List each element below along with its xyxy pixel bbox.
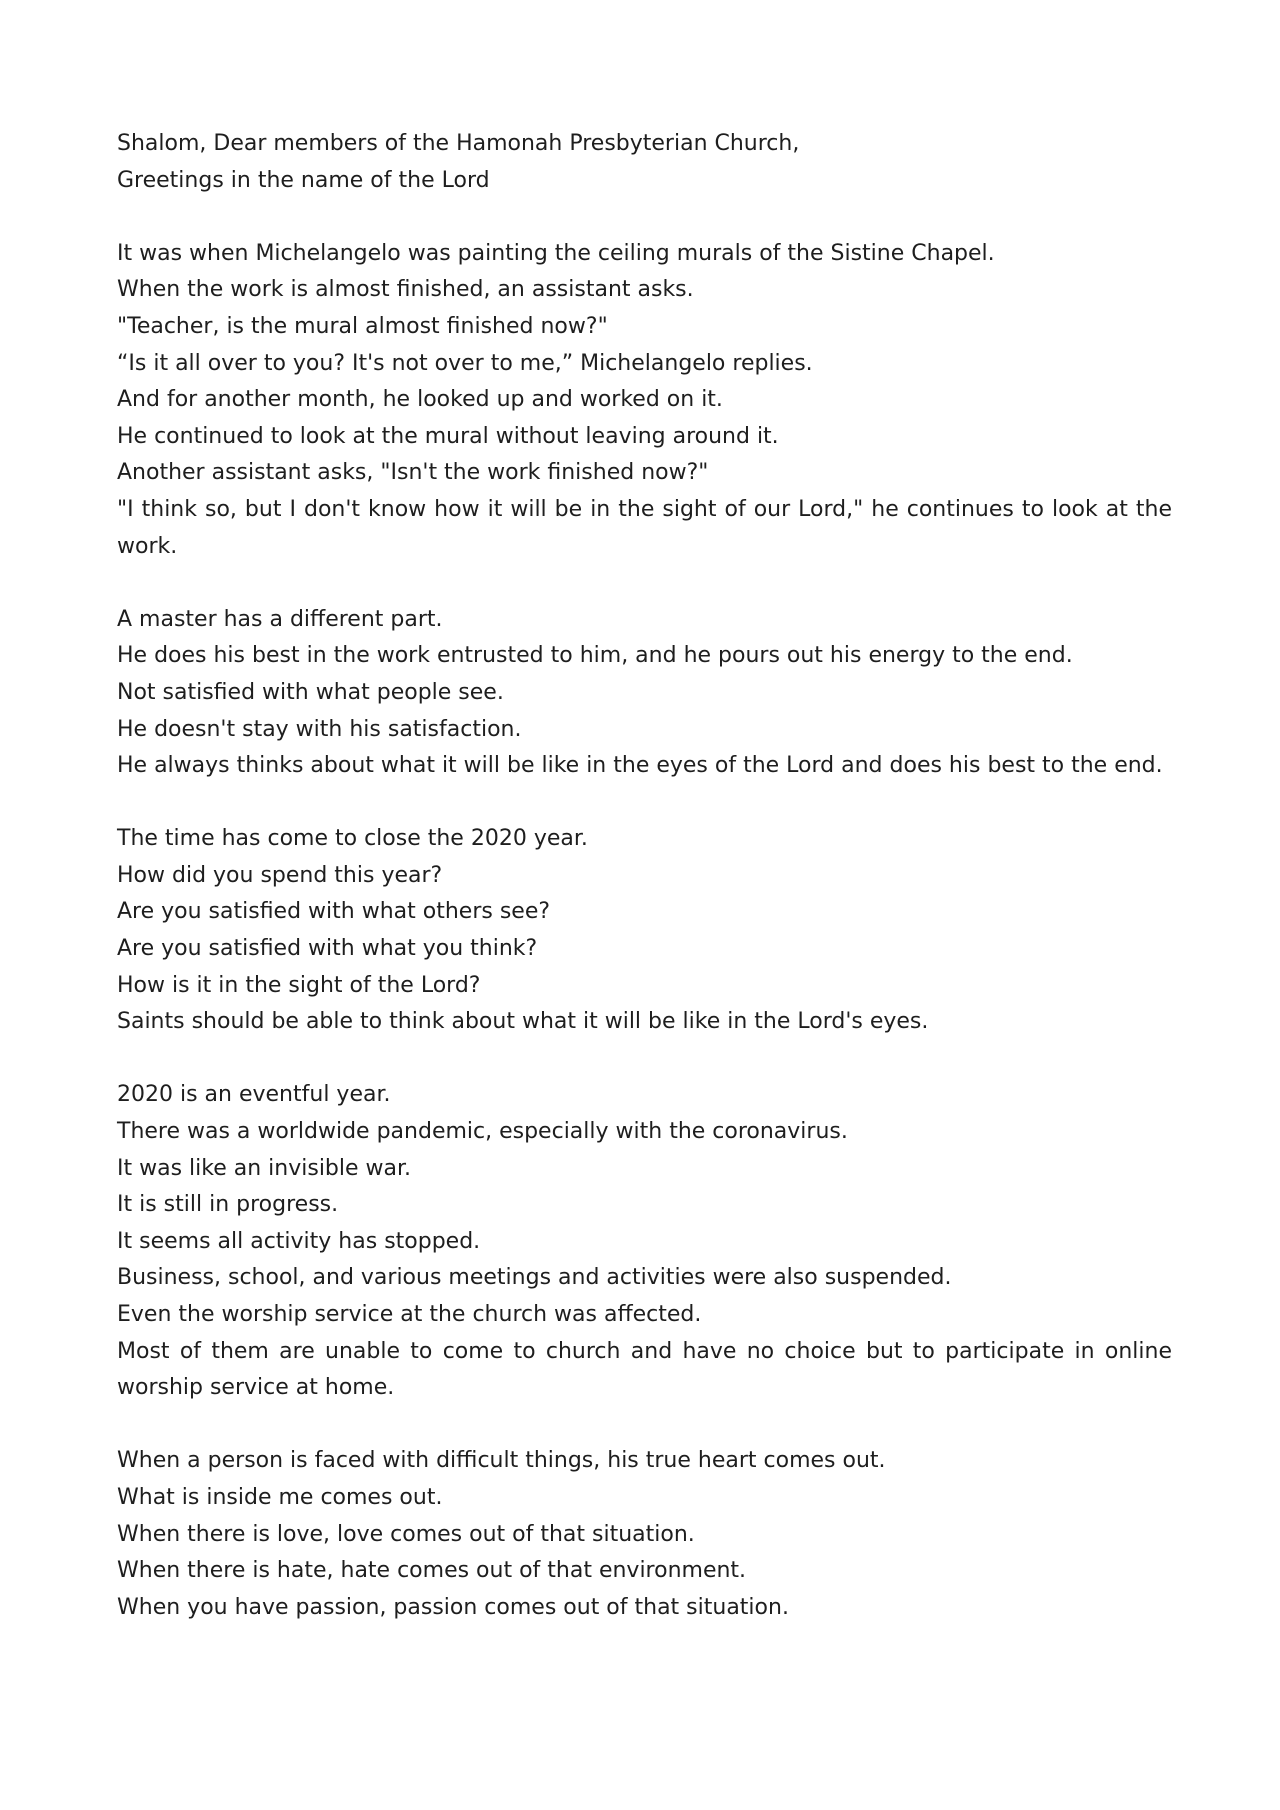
text-line: A master has a different part. [117, 606, 443, 632]
text-line: Most of them are unable to come to church and have no choice but to participate in online worship service at home. [117, 1338, 1172, 1401]
master-paragraph [117, 602, 1172, 785]
text-line: When there is hate, hate comes out of that environment. [117, 1558, 747, 1584]
text-line: "Teacher, is the mural almost finished now?" [117, 313, 608, 339]
text-line: When the work is almost finished, an assistant asks. [117, 277, 694, 303]
greeting-line: Shalom, Dear members of the Hamonah Presbyterian Church, [117, 131, 800, 156]
text-line: He always thinks about what it will be like in the eyes of the Lord and does his best to the end. [117, 753, 1163, 779]
letter-body [117, 126, 1172, 1626]
text-line: When you have passion, passion comes out of that situation. [117, 1594, 789, 1620]
greeting-paragraph [117, 126, 1172, 199]
text-line: "I think so, but I don't know how it will be in the sight of our Lord," he continues to look at the work. [117, 496, 1172, 559]
text-line: 2020 is an eventful year. [117, 1082, 391, 1108]
text-line: It seems all activity has stopped. [117, 1228, 481, 1254]
text-line: And for another month, he looked up and worked on it. [117, 387, 723, 413]
true-heart-paragraph [117, 1443, 1172, 1626]
greeting-line: Greetings in the name of the Lord [117, 167, 490, 193]
text-line: How did you spend this year? [117, 862, 443, 888]
text-line: When a person is faced with difficult things, his true heart comes out. [117, 1448, 886, 1474]
text-line: Business, school, and various meetings and activities were also suspended. [117, 1265, 952, 1291]
year-end-paragraph [117, 821, 1172, 1041]
text-line: There was a worldwide pandemic, especially with the coronavirus. [117, 1119, 848, 1145]
text-line: The time has come to close the 2020 year. [117, 826, 588, 852]
text-line: He does his best in the work entrusted to him, and he pours out his energy to the end. [117, 643, 1073, 669]
text-line: It is still in progress. [117, 1192, 339, 1218]
text-line: It was like an invisible war. [117, 1155, 412, 1181]
text-line: Even the worship service at the church was affected. [117, 1302, 702, 1327]
text-line: Not satisfied with what people see. [117, 679, 504, 705]
text-line: He doesn't stay with his satisfaction. [117, 716, 522, 742]
text-line: When there is love, love comes out of that situation. [117, 1521, 695, 1547]
text-line: Another assistant asks, "Isn't the work finished now?" [117, 460, 709, 486]
pandemic-paragraph [117, 1077, 1172, 1406]
text-line: Are you satisfied with what you think? [117, 936, 538, 962]
text-line: How is it in the sight of the Lord? [117, 972, 481, 998]
text-line: He continued to look at the mural without leaving around it. [117, 423, 779, 449]
text-line: “Is it all over to you? It's not over to me,” Michelangelo replies. [117, 350, 813, 376]
michelangelo-paragraph [117, 236, 1172, 565]
text-line: It was when Michelangelo was painting the ceiling murals of the Sistine Chapel. [117, 240, 995, 266]
text-line: Are you satisfied with what others see? [117, 899, 551, 925]
text-line: Saints should be able to think about what it will be like in the Lord's eyes. [117, 1009, 929, 1035]
text-line: What is inside me comes out. [117, 1484, 443, 1510]
